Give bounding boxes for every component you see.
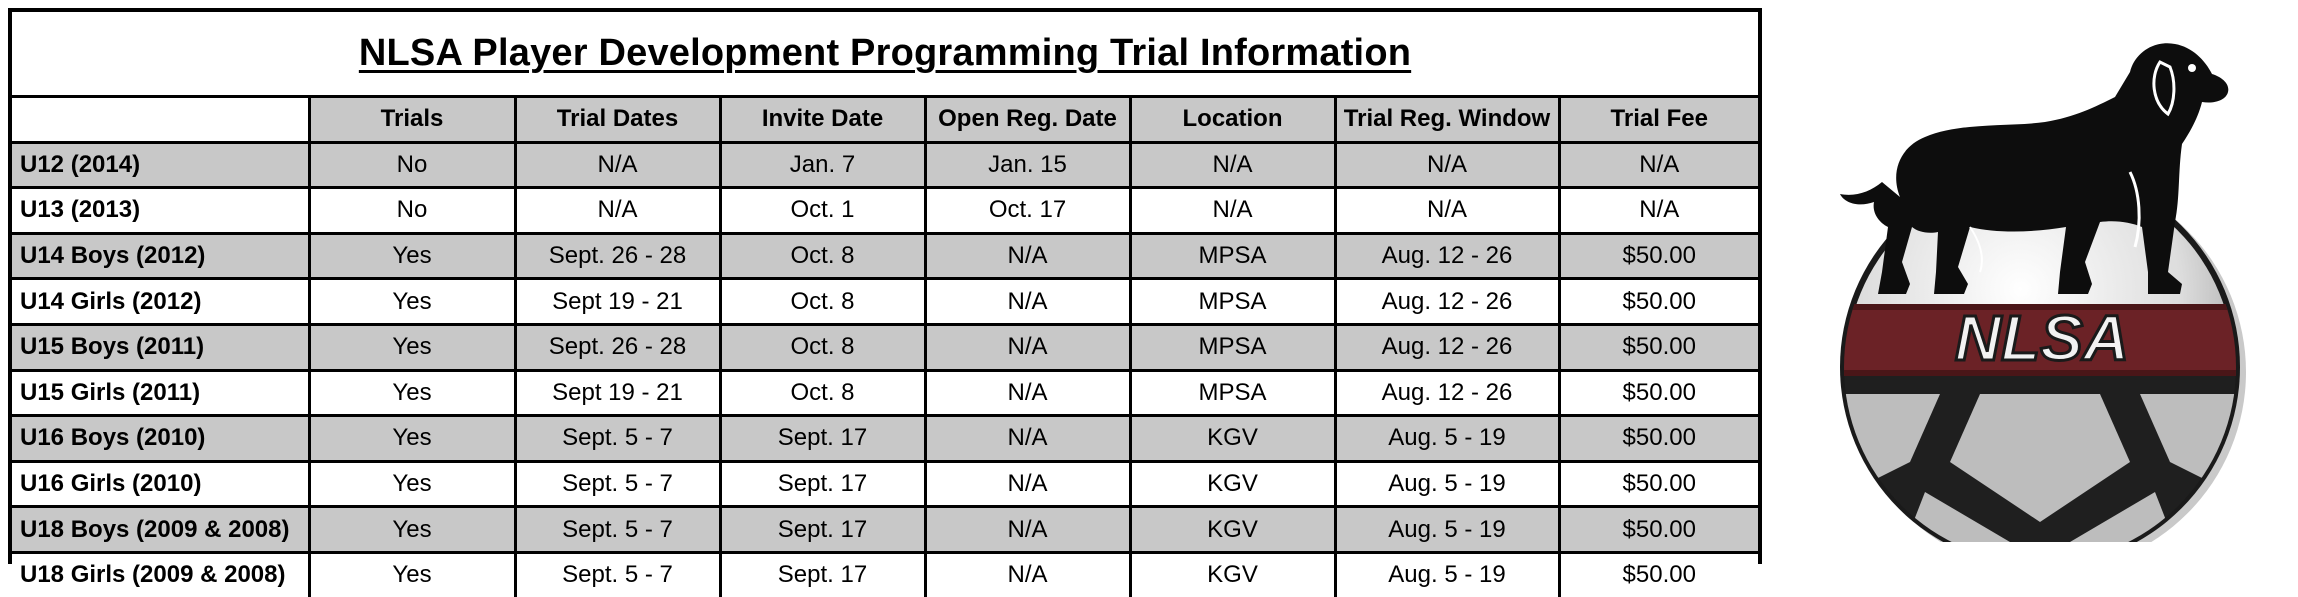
table-cell: Jan. 7 [720,142,925,188]
table-cell: Yes [309,461,515,507]
table-row [12,233,1758,279]
table-cell: N/A [515,188,720,234]
table-cell: Oct. 17 [925,188,1130,234]
table-row [12,461,1758,507]
header-cell-trial-dates: Trial Dates [515,98,720,142]
table-cell: Sept. 5 - 7 [515,507,720,553]
table-cell: Yes [309,416,515,462]
table-row [12,188,1758,234]
header-cell-location: Location [1130,98,1335,142]
row-label-cell: U14 Boys (2012) [12,233,309,279]
table-cell: N/A [1335,188,1559,234]
table-cell: KGV [1130,416,1335,462]
table-row [12,416,1758,462]
row-label-cell: U12 (2014) [12,142,309,188]
table-cell: $50.00 [1559,461,1758,507]
table-cell: KGV [1130,507,1335,553]
row-label-cell: U18 Boys (2009 & 2008) [12,507,309,553]
table-cell: Sept. 5 - 7 [515,461,720,507]
table-row [12,279,1758,325]
table-row [12,552,1758,596]
table-cell: N/A [1130,188,1335,234]
table-cell: $50.00 [1559,370,1758,416]
table-cell: Jan. 15 [925,142,1130,188]
header-cell-trials: Trials [309,98,515,142]
header-cell-invite-date: Invite Date [720,98,925,142]
trial-info-sheet [8,8,1762,589]
header-row [12,98,1758,142]
row-label-cell: U16 Girls (2010) [12,461,309,507]
table-cell: MPSA [1130,233,1335,279]
title-bar [12,12,1758,98]
table-cell: Aug. 12 - 26 [1335,370,1559,416]
header-cell-trial-reg-window: Trial Reg. Window [1335,98,1559,142]
header-cell-open-reg-date: Open Reg. Date [925,98,1130,142]
table-cell: Oct. 8 [720,279,925,325]
table-cell: Aug. 5 - 19 [1335,416,1559,462]
table-cell: N/A [925,552,1130,596]
table-cell: Aug. 5 - 19 [1335,552,1559,596]
table-cell: Oct. 8 [720,370,925,416]
dog-eye-icon [2188,64,2196,72]
nlsa-logo-icon [1830,22,2260,542]
table-row [12,507,1758,553]
table-cell: Sept 19 - 21 [515,279,720,325]
table-cell: Sept. 26 - 28 [515,324,720,370]
row-label-cell: U18 Girls (2009 & 2008) [12,552,309,596]
table-cell: Sept. 5 - 7 [515,552,720,596]
table-cell: Aug. 12 - 26 [1335,233,1559,279]
table-cell: Sept. 17 [720,507,925,553]
page-title: NLSA Player Development Programming Trial Information [358,32,1412,74]
table-cell: Aug. 5 - 19 [1335,507,1559,553]
table-cell: Yes [309,370,515,416]
trial-table [12,98,1758,597]
table-cell: $50.00 [1559,279,1758,325]
table-cell: No [309,142,515,188]
table-cell: N/A [925,507,1130,553]
table-cell: Sept. 5 - 7 [515,416,720,462]
table-cell: N/A [1559,142,1758,188]
table-body [12,142,1758,596]
header-cell-trial-fee: Trial Fee [1559,98,1758,142]
table-cell: N/A [925,324,1130,370]
table-cell: Yes [309,324,515,370]
row-label-cell: U15 Girls (2011) [12,370,309,416]
table-cell: Sept. 17 [720,461,925,507]
table-cell: $50.00 [1559,416,1758,462]
row-label-cell: U15 Boys (2011) [12,324,309,370]
row-label-cell: U14 Girls (2012) [12,279,309,325]
table-cell: MPSA [1130,279,1335,325]
table-cell: $50.00 [1559,324,1758,370]
table-cell: N/A [1130,142,1335,188]
table-cell: Yes [309,279,515,325]
table-cell: Aug. 12 - 26 [1335,324,1559,370]
table-cell: $50.00 [1559,233,1758,279]
table-cell: $50.00 [1559,507,1758,553]
table-cell: N/A [925,233,1130,279]
logo-text: NLSA [1954,302,2130,374]
header-cell-blank [12,98,309,142]
table-cell: Sept. 17 [720,552,925,596]
table-cell: N/A [1335,142,1559,188]
table-cell: Oct. 8 [720,233,925,279]
table-row [12,324,1758,370]
table-cell: MPSA [1130,324,1335,370]
table-cell: N/A [925,416,1130,462]
table-row [12,370,1758,416]
table-cell: Oct. 8 [720,324,925,370]
table-cell: Sept 19 - 21 [515,370,720,416]
table-cell: N/A [925,461,1130,507]
table-cell: KGV [1130,552,1335,596]
table-cell: Yes [309,233,515,279]
table-cell: No [309,188,515,234]
table-cell: N/A [515,142,720,188]
table-cell: N/A [925,279,1130,325]
row-label-cell: U13 (2013) [12,188,309,234]
table-cell: Yes [309,507,515,553]
table-cell: Sept. 26 - 28 [515,233,720,279]
table-row [12,142,1758,188]
table-cell: MPSA [1130,370,1335,416]
table-cell: KGV [1130,461,1335,507]
table-cell: N/A [1559,188,1758,234]
table-cell: $50.00 [1559,552,1758,596]
table-cell: N/A [925,370,1130,416]
table-cell: Sept. 17 [720,416,925,462]
table-cell: Yes [309,552,515,596]
table-cell: Aug. 5 - 19 [1335,461,1559,507]
table-cell: Oct. 1 [720,188,925,234]
table-cell: Aug. 12 - 26 [1335,279,1559,325]
row-label-cell: U16 Boys (2010) [12,416,309,462]
